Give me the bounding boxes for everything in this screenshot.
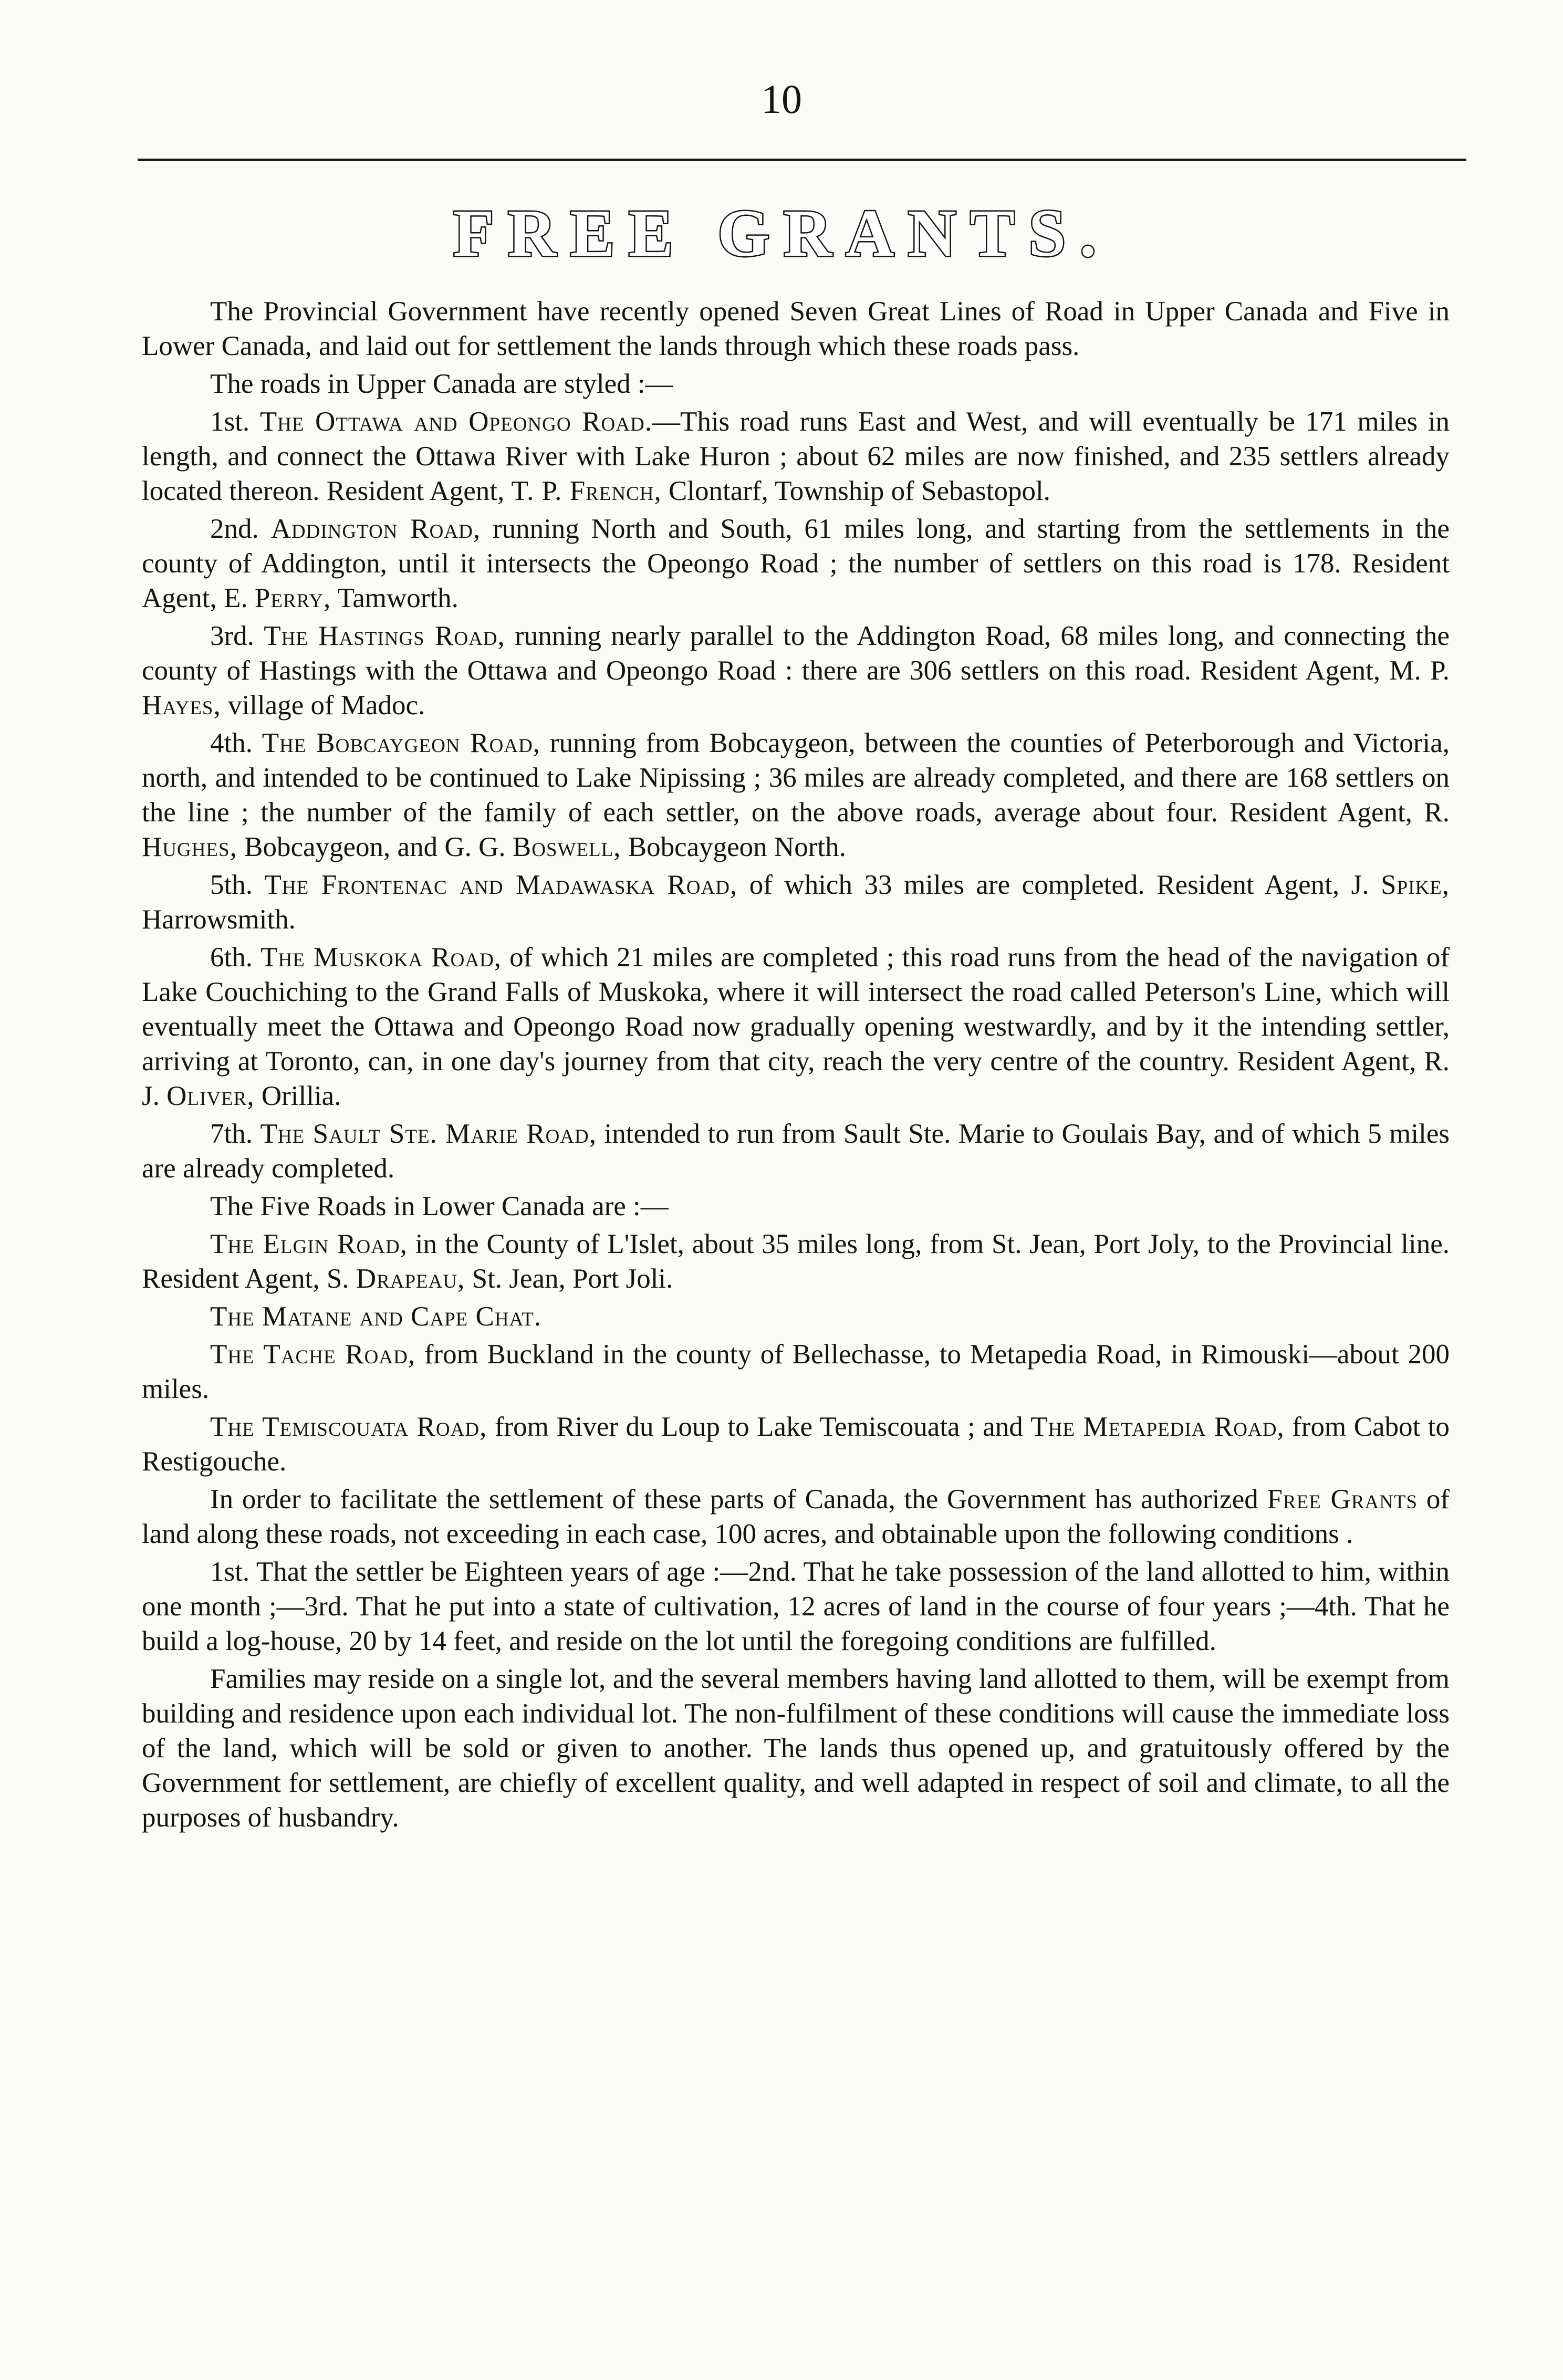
road-paragraph-5: [142, 868, 1450, 937]
road-paragraph-4: [142, 726, 1450, 864]
road-name: The Ottawa and Opeongo Road.: [259, 406, 652, 437]
conditions-intro-a: In order to facilitate the settlement of these parts of Canada, the Government has authorized: [210, 1484, 1258, 1515]
elgin-road-paragraph: [142, 1227, 1450, 1296]
road-tail: Orillia.: [261, 1081, 341, 1111]
resident-agent: Hayes,: [142, 690, 221, 721]
resident-agent: Hughes,: [142, 832, 237, 862]
road-ordinal: 5th.: [210, 870, 253, 900]
resident-agent: Spike,: [1381, 870, 1450, 900]
road-tail: Bobcaygeon, and G. G.: [244, 832, 506, 862]
road-ordinal: 3rd.: [210, 621, 254, 651]
matane-road-paragraph: [142, 1299, 1450, 1334]
road-name: The Matane and Cape Chat.: [210, 1301, 542, 1332]
road-tail: Clontarf, Township of Sebastopol.: [668, 476, 1050, 506]
road-name: The Bobcaygeon Road,: [262, 728, 541, 758]
road-name: The Frontenac and Madawaska Road,: [264, 870, 738, 900]
road-tail: Harrowsmith.: [142, 904, 296, 935]
road-text: from River du Loup to Lake Temiscouata ; and: [494, 1412, 1023, 1442]
road-name-2: The Metapedia Road,: [1030, 1412, 1285, 1442]
road-ordinal: 7th.: [210, 1119, 253, 1149]
road-paragraph-1: [142, 404, 1450, 508]
resident-agent: T. P. French,: [511, 476, 662, 506]
road-text: running North and South, 61 miles long, and starting from the settlements in the county of Addington, until it intersects the Opeongo Road ; the number of settlers on this road is 178. Resident Agent, E.: [142, 514, 1450, 613]
road-text: of which 33 miles are completed. Resident Agent, J.: [749, 870, 1369, 900]
road-tail: Tamworth.: [337, 583, 459, 613]
tache-road-paragraph: [142, 1337, 1450, 1406]
road-text: of which 21 miles are completed ; this road runs from the head of the navigation of Lake Couchiching to the Grand Falls of Muskoka, where it will intersect the road called Peterson's Line, which will eventually meet the Ottawa and Opeongo Road now gradually opening westwardly, and by it the intending settler, arriving at Toronto, can, in one day's journey from that city, reach the very centre of the country. Resident Agent, R. J.: [142, 942, 1450, 1111]
road-name: The Temiscouata Road,: [210, 1412, 487, 1442]
families-paragraph: Families may reside on a single lot, and the several members having land allotted to them, will be exempt from building and residence upon each individual lot. The non-fulfilment of these conditions will cause the immediate loss of the land, which will be sold or given to another. The lands thus opened up, and gratuitously offered by the Government for settlement, are chiefly of excellent quality, and well adapted in respect of soil and climate, to all the purposes of husbandry.: [142, 1664, 1450, 1833]
road-ordinal: 2nd.: [210, 514, 259, 544]
road-name: The Sault Ste. Marie Road,: [260, 1119, 597, 1149]
road-tail: village of Madoc.: [228, 690, 425, 721]
road-tail: St. Jean, Port Joli.: [472, 1264, 673, 1294]
intro-paragraph: The Provincial Government have recently opened Seven Great Lines of Road in Upper Canada and Five in Lower Canada, and laid out for settlement the lands through which these roads pass.: [142, 296, 1450, 361]
resident-agent-2: Boswell,: [512, 832, 621, 862]
conditions-intro-b: of land along these roads, not exceeding in each case, 100 acres, and obtainable upon the following conditions .: [142, 1484, 1450, 1549]
page-number: 10: [761, 76, 802, 122]
conditions-intro-paragraph: [142, 1482, 1450, 1551]
road-ordinal: 1st.: [210, 406, 250, 437]
road-ordinal: 6th.: [210, 942, 253, 973]
road-ordinal: 4th.: [210, 728, 253, 758]
road-name: The Tache Road,: [210, 1339, 416, 1370]
resident-agent: Oliver,: [166, 1081, 255, 1111]
resident-agent: Perry,: [254, 583, 331, 613]
header-rule: [138, 159, 1466, 161]
road-text: —This road runs East and West, and will eventually be 171 miles in length, and connect the Ottawa River with Lake Huron ; about 62 miles are now finished, and 235 settlers already located thereon. Resident Agent,: [142, 406, 1450, 506]
road-paragraph-6: [142, 940, 1450, 1113]
text-column: [142, 294, 1450, 1838]
road-name: The Hastings Road,: [264, 621, 505, 651]
conditions-list-paragraph: 1st. That the settler be Eighteen years of age :—2nd. That he take possession of the land allotted to him, within one month ;—3rd. That he put into a state of cultivation, 12 acres of land in the course of four years ;—4th. That he build a log-house, 20 by 14 feet, and reside on the lot until the foregoing conditions are fulfilled.: [142, 1557, 1450, 1656]
free-grants-term: Free Grants: [1267, 1484, 1418, 1515]
lower-roads-heading: The Five Roads in Lower Canada are :—: [210, 1191, 669, 1222]
road-name: Addington Road,: [270, 514, 481, 544]
resident-agent: Drapeau,: [356, 1264, 465, 1294]
road-paragraph-3: [142, 619, 1450, 723]
road-paragraph-7: [142, 1116, 1450, 1186]
roads-heading: The roads in Upper Canada are styled :—: [210, 369, 673, 399]
road-text: from Buckland in the county of Bellechasse, to Metapedia Road, in Rimouski—about 200 miles.: [142, 1339, 1450, 1404]
temiscouata-road-paragraph: [142, 1410, 1450, 1479]
road-name: The Elgin Road,: [210, 1229, 408, 1259]
road-text: running nearly parallel to the Addington Road, 68 miles long, and connecting the county of Hastings with the Ottawa and Opeongo Road : there are 306 settlers on this road. Resident Agent, M. P.: [142, 621, 1450, 686]
road-text: in the County of L'Islet, about 35 miles long, from St. Jean, Port Joly, to the Provincial line. Resident Agent, S.: [142, 1229, 1450, 1294]
road-text: intended to run from Sault Ste. Marie to Goulais Bay, and of which 5 miles are already completed.: [142, 1119, 1450, 1184]
road-paragraph-2: [142, 512, 1450, 615]
road-text: running from Bobcaygeon, between the counties of Peterborough and Victoria, north, and intended to be continued to Lake Nipissing ; 36 miles are already completed, and there are 168 settlers on the line ; the number of the family of each settler, on the above roads, average about four. Resident Agent, R.: [142, 728, 1450, 828]
road-name: The Muskoka Road,: [260, 942, 502, 973]
road-tail-2: Bobcaygeon North.: [628, 832, 846, 862]
road-text-2: from Cabot to Restigouche.: [142, 1412, 1450, 1477]
page-title: FREE GRANTS.: [453, 196, 1110, 270]
